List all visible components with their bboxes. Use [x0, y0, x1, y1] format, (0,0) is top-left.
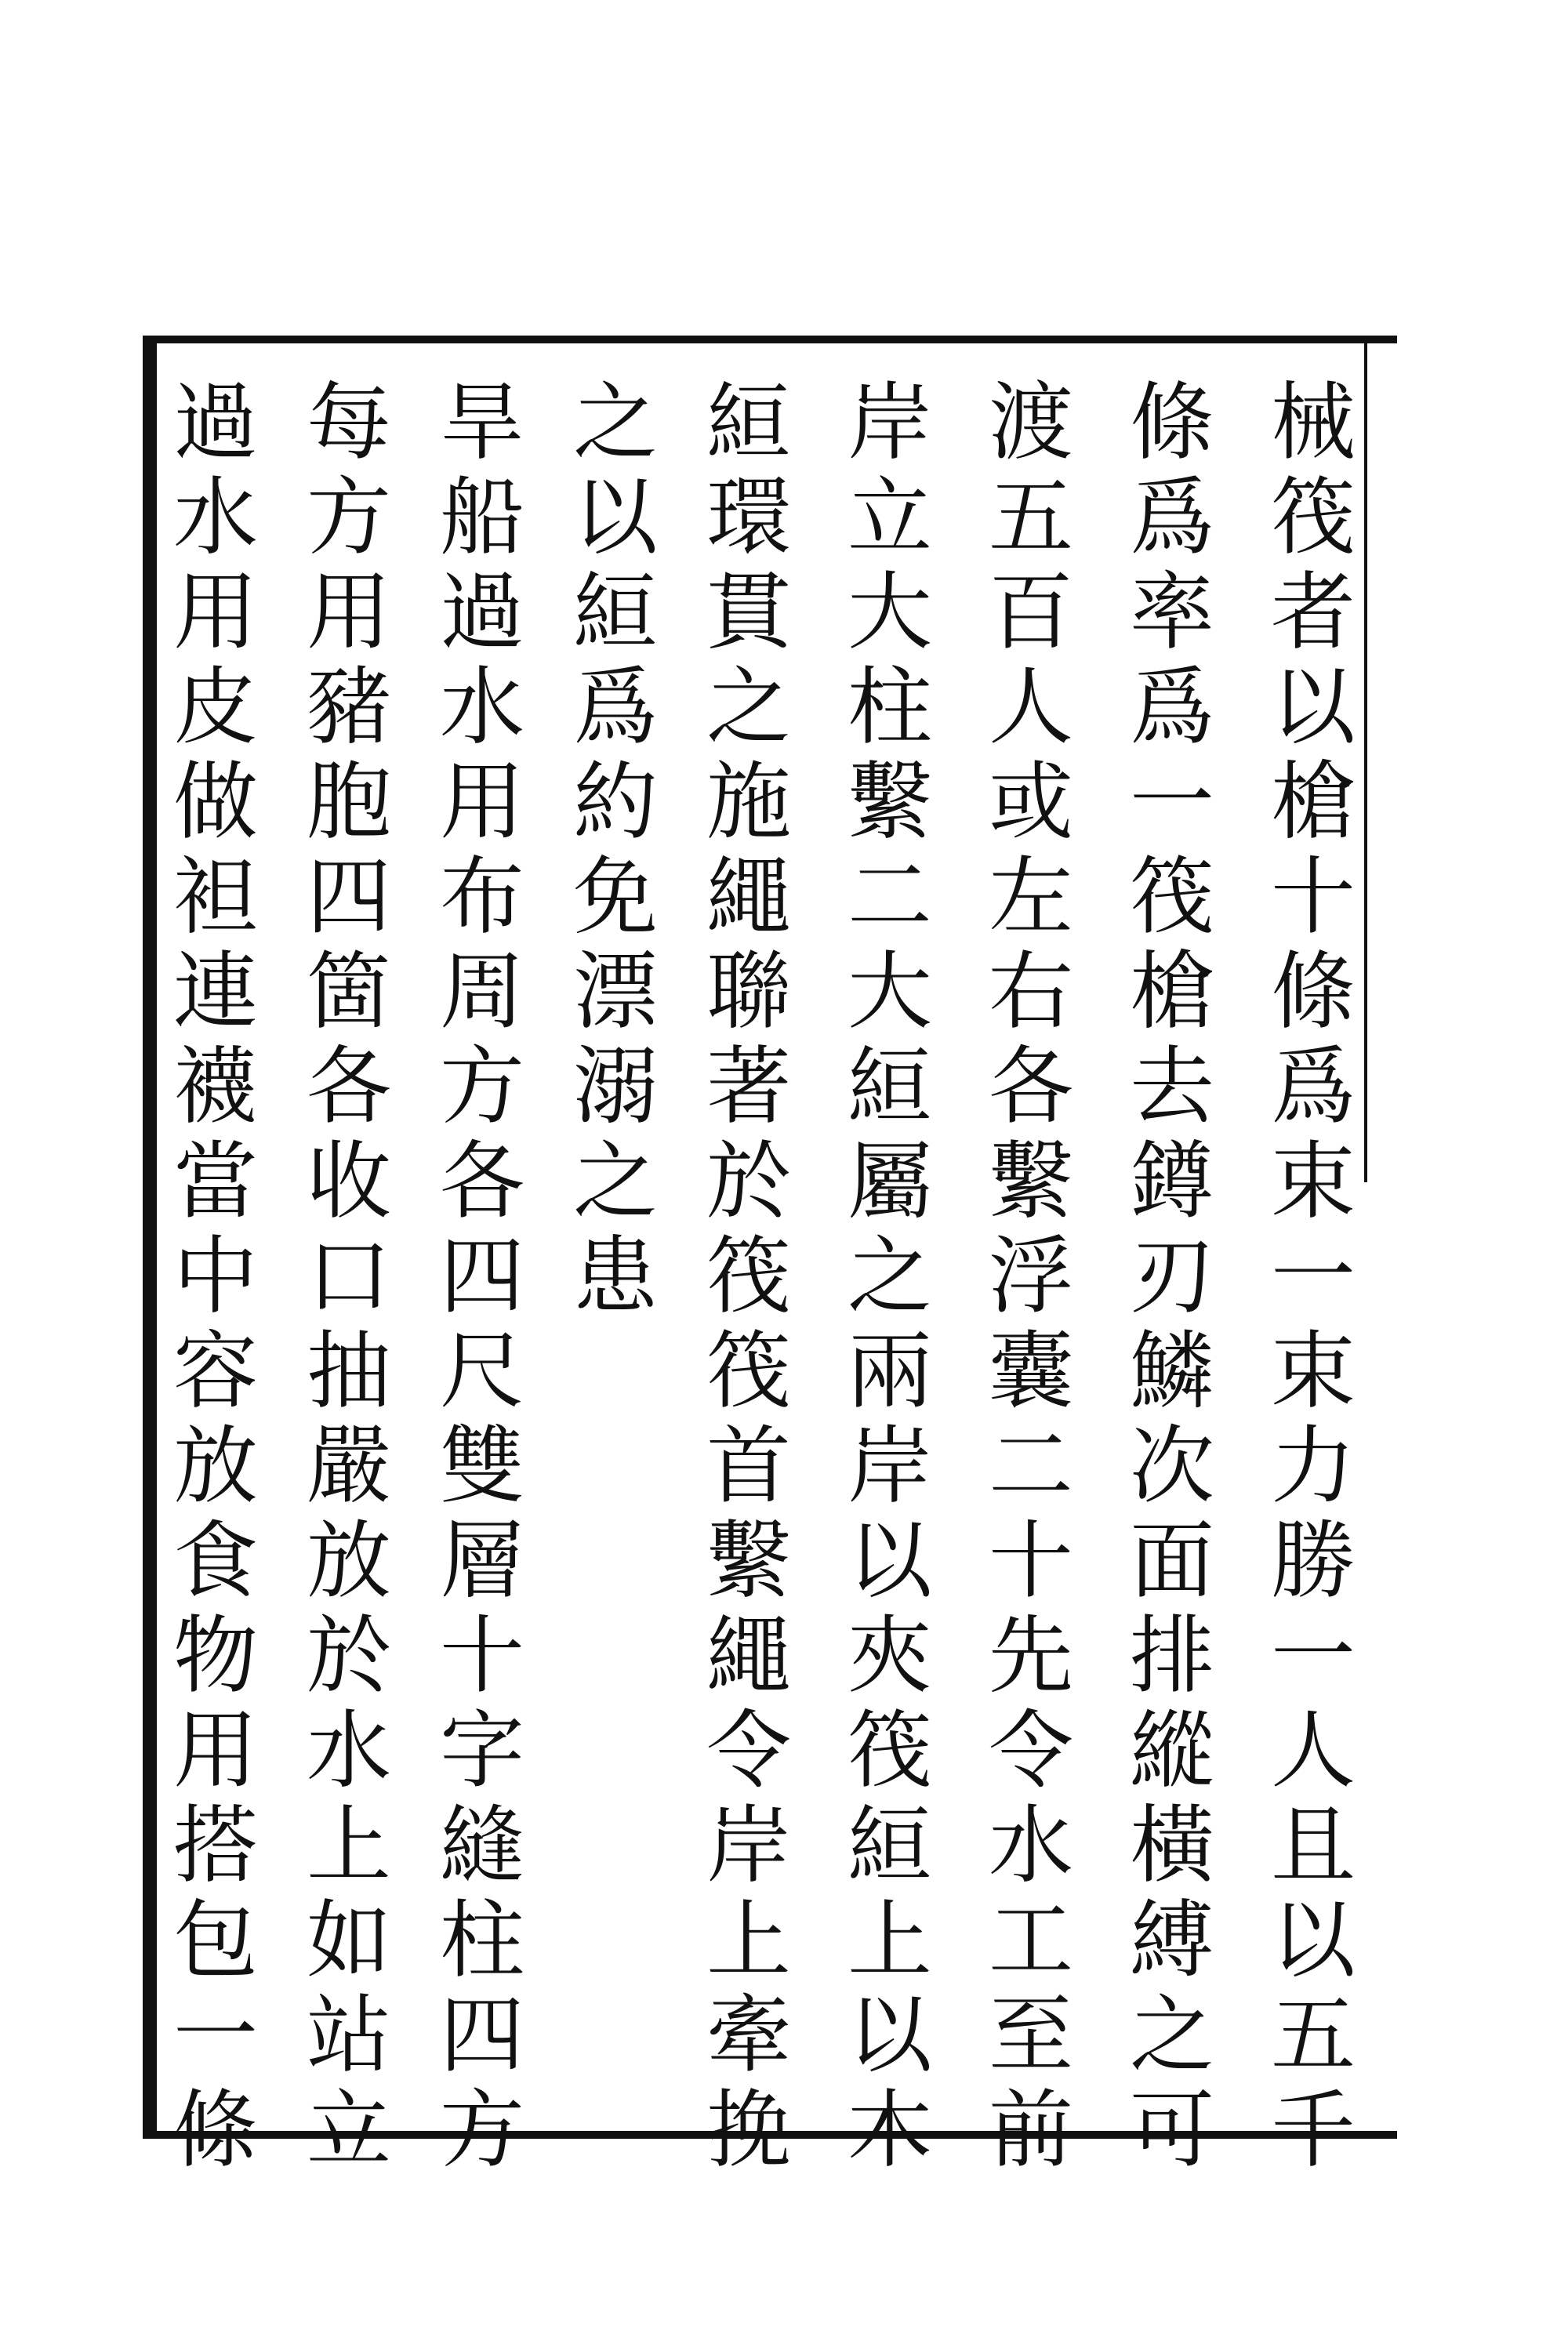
- glyph: 浮: [988, 1228, 1073, 1326]
- glyph: 絙: [847, 1797, 932, 1895]
- glyph: 上: [847, 1892, 932, 1990]
- glyph: 槍: [1129, 943, 1214, 1041]
- glyph: 筏: [706, 1228, 791, 1326]
- glyph: 容: [172, 1323, 258, 1421]
- glyph: 十: [988, 1512, 1073, 1610]
- glyph: 縫: [439, 1797, 524, 1895]
- glyph: 至: [988, 1987, 1073, 2085]
- glyph: 繫: [988, 1133, 1073, 1231]
- glyph: 層: [439, 1512, 524, 1610]
- glyph: 以: [1270, 1892, 1356, 1990]
- glyph: 筏: [706, 1323, 791, 1421]
- text-column-5: [690, 376, 808, 2179]
- glyph: 貫: [706, 564, 791, 662]
- glyph: 千: [1270, 2082, 1356, 2180]
- glyph: 之: [706, 659, 791, 757]
- glyph: 爲: [1270, 1038, 1356, 1136]
- glyph: 爲: [1129, 469, 1214, 567]
- glyph: 柱: [847, 659, 932, 757]
- glyph: 柱: [439, 1892, 524, 1990]
- glyph: 去: [1129, 1038, 1214, 1136]
- glyph: 過: [172, 374, 258, 472]
- glyph: 皮: [172, 659, 258, 757]
- glyph: 以: [1270, 659, 1356, 757]
- glyph: 縱: [1129, 1702, 1214, 1800]
- glyph: 渡: [988, 374, 1073, 472]
- glyph: 四: [439, 1987, 524, 2085]
- glyph: 以: [847, 1987, 932, 2085]
- glyph: 之: [847, 1228, 932, 1326]
- glyph: 爲: [572, 659, 658, 757]
- glyph: 右: [988, 943, 1073, 1041]
- glyph: 放: [306, 1512, 391, 1610]
- glyph: 可: [1129, 2082, 1214, 2180]
- glyph: 繩: [706, 1607, 791, 1705]
- column-text-tail: [1271, 1325, 1356, 2179]
- glyph: 之: [1129, 1987, 1214, 2085]
- column-text: [848, 376, 932, 2179]
- text-column-1: [1254, 376, 1372, 2179]
- glyph: 雙: [439, 1417, 524, 1515]
- glyph: 令: [706, 1702, 791, 1800]
- column-text: [1130, 376, 1214, 2179]
- glyph: 排: [1129, 1607, 1214, 1705]
- glyph: 免: [572, 848, 658, 946]
- glyph: 箇: [306, 943, 391, 1041]
- glyph: 筏: [1270, 469, 1356, 567]
- text-column-2: [1113, 376, 1231, 2179]
- glyph: 水: [988, 1797, 1073, 1895]
- glyph: 之: [572, 374, 658, 472]
- glyph: 絙: [572, 564, 658, 662]
- glyph: 絙: [706, 374, 791, 472]
- glyph: 槍: [1270, 753, 1356, 851]
- glyph: 用: [172, 564, 258, 662]
- glyph: 牽: [706, 1987, 791, 2085]
- glyph: 溺: [572, 1038, 658, 1136]
- glyph: 用: [306, 564, 391, 662]
- glyph: 以: [847, 1512, 932, 1610]
- glyph: 物: [172, 1607, 258, 1705]
- glyph: 口: [306, 1228, 391, 1326]
- glyph: 者: [1270, 564, 1356, 662]
- glyph: 大: [847, 943, 932, 1041]
- glyph: 率: [1129, 564, 1214, 662]
- column-text: [307, 376, 391, 2179]
- glyph: 條: [172, 2082, 258, 2180]
- glyph: 岸: [847, 1417, 932, 1515]
- glyph: 患: [572, 1228, 658, 1326]
- glyph: 前: [988, 2082, 1073, 2180]
- glyph: 力: [1270, 1417, 1356, 1515]
- glyph: 方: [439, 2082, 524, 2180]
- glyph: 布: [439, 848, 524, 946]
- glyph: 連: [172, 943, 258, 1041]
- glyph: 包: [172, 1892, 258, 1990]
- glyph: 各: [439, 1133, 524, 1231]
- glyph: 如: [306, 1892, 391, 1990]
- glyph: 二: [847, 848, 932, 946]
- glyph: 立: [847, 469, 932, 567]
- glyph: 一: [1129, 753, 1214, 851]
- glyph: 胞: [306, 753, 391, 851]
- glyph: 尺: [439, 1323, 524, 1421]
- glyph: 百: [988, 564, 1073, 662]
- glyph: 袒: [172, 848, 258, 946]
- glyph: 四: [306, 848, 391, 946]
- glyph: 當: [172, 1133, 258, 1231]
- text-column-3: [972, 376, 1090, 2179]
- glyph: 十: [439, 1607, 524, 1705]
- glyph: 束: [1270, 1133, 1356, 1231]
- glyph: 挽: [706, 2082, 791, 2180]
- glyph: 立: [306, 2082, 391, 2180]
- text-column-4: [831, 376, 949, 2179]
- glyph: 每: [306, 374, 391, 472]
- glyph: 條: [1129, 374, 1214, 472]
- glyph: 各: [988, 1038, 1073, 1136]
- glyph: 絙: [847, 1038, 932, 1136]
- glyph: 左: [988, 848, 1073, 946]
- glyph: 夾: [847, 1607, 932, 1705]
- glyph: 一: [172, 1987, 258, 2085]
- glyph: 以: [572, 469, 658, 567]
- glyph: 鱗: [1129, 1323, 1214, 1421]
- glyph: 方: [306, 469, 391, 567]
- glyph: 五: [988, 469, 1073, 567]
- glyph: 十: [1270, 848, 1356, 946]
- glyph: 方: [439, 1038, 524, 1136]
- glyph: 過: [439, 564, 524, 662]
- glyph: 繩: [706, 848, 791, 946]
- glyph: 工: [988, 1892, 1073, 1990]
- glyph: 著: [706, 1038, 791, 1136]
- glyph: 用: [439, 753, 524, 851]
- glyph: 木: [847, 2082, 932, 2180]
- text-column-7: [423, 376, 541, 2179]
- glyph: 之: [572, 1133, 658, 1231]
- glyph: 水: [306, 1702, 391, 1800]
- column-text: [173, 376, 258, 2179]
- glyph: 於: [706, 1133, 791, 1231]
- glyph: 爲: [1129, 659, 1214, 757]
- glyph: 令: [988, 1702, 1073, 1800]
- glyph: 岸: [847, 374, 932, 472]
- column-text: [1271, 376, 1356, 1325]
- glyph: 二: [988, 1417, 1073, 1515]
- glyph: 搭: [172, 1797, 258, 1895]
- glyph: 收: [306, 1133, 391, 1231]
- glyph: 次: [1129, 1417, 1214, 1515]
- glyph: 四: [439, 1228, 524, 1326]
- glyph: 先: [988, 1607, 1073, 1705]
- column-text: [440, 376, 524, 2179]
- column-text: [573, 376, 658, 1325]
- glyph: 筏: [1129, 848, 1214, 946]
- glyph: 漂: [572, 943, 658, 1041]
- glyph: 首: [706, 1417, 791, 1515]
- glyph: 用: [172, 1702, 258, 1800]
- glyph: 聯: [706, 943, 791, 1041]
- glyph: 放: [172, 1417, 258, 1515]
- glyph: 繫: [847, 753, 932, 851]
- glyph: 水: [439, 659, 524, 757]
- glyph: 中: [172, 1228, 258, 1326]
- glyph: 縛: [1129, 1892, 1214, 1990]
- glyph: 且: [1270, 1797, 1356, 1895]
- glyph: 岸: [706, 1797, 791, 1895]
- glyph: 約: [572, 753, 658, 851]
- glyph: 兩: [847, 1323, 932, 1421]
- glyph: 面: [1129, 1512, 1214, 1610]
- glyph: 船: [439, 469, 524, 567]
- glyph: 人: [988, 659, 1073, 757]
- glyph: 站: [306, 1987, 391, 2085]
- glyph: 械: [1270, 374, 1356, 472]
- column-text: [706, 376, 791, 2179]
- glyph: 環: [706, 469, 791, 567]
- glyph: 周: [439, 943, 524, 1041]
- glyph: 豬: [306, 659, 391, 757]
- glyph: 上: [706, 1892, 791, 1990]
- glyph: 一: [1270, 1228, 1356, 1326]
- glyph: 人: [1270, 1702, 1356, 1800]
- glyph: 囊: [988, 1323, 1073, 1421]
- text-column-6: [557, 376, 674, 1325]
- text-column-8: [290, 376, 408, 2179]
- glyph: 鐏: [1129, 1133, 1214, 1231]
- glyph: 嚴: [306, 1417, 391, 1515]
- glyph: 旱: [439, 374, 524, 472]
- glyph: 抽: [306, 1323, 391, 1421]
- glyph: 大: [847, 564, 932, 662]
- glyph: 或: [988, 753, 1073, 851]
- glyph: 施: [706, 753, 791, 851]
- text-column-9: [157, 376, 274, 2179]
- glyph: 束: [1270, 1323, 1356, 1421]
- glyph: 橫: [1129, 1797, 1214, 1895]
- glyph: 上: [306, 1797, 391, 1895]
- glyph: 條: [1270, 943, 1356, 1041]
- glyph: 字: [439, 1702, 524, 1800]
- column-text: [989, 376, 1073, 2179]
- glyph: 襪: [172, 1038, 258, 1136]
- glyph: 筏: [847, 1702, 932, 1800]
- glyph: 勝: [1270, 1512, 1356, 1610]
- glyph: 繫: [706, 1512, 791, 1610]
- glyph: 刃: [1129, 1228, 1214, 1326]
- glyph: 屬: [847, 1133, 932, 1231]
- glyph: 水: [172, 469, 258, 567]
- glyph: 於: [306, 1607, 391, 1705]
- glyph: 各: [306, 1038, 391, 1136]
- glyph: 做: [172, 753, 258, 851]
- glyph: 五: [1270, 1987, 1356, 2085]
- glyph: 食: [172, 1512, 258, 1610]
- glyph: 一: [1270, 1607, 1356, 1705]
